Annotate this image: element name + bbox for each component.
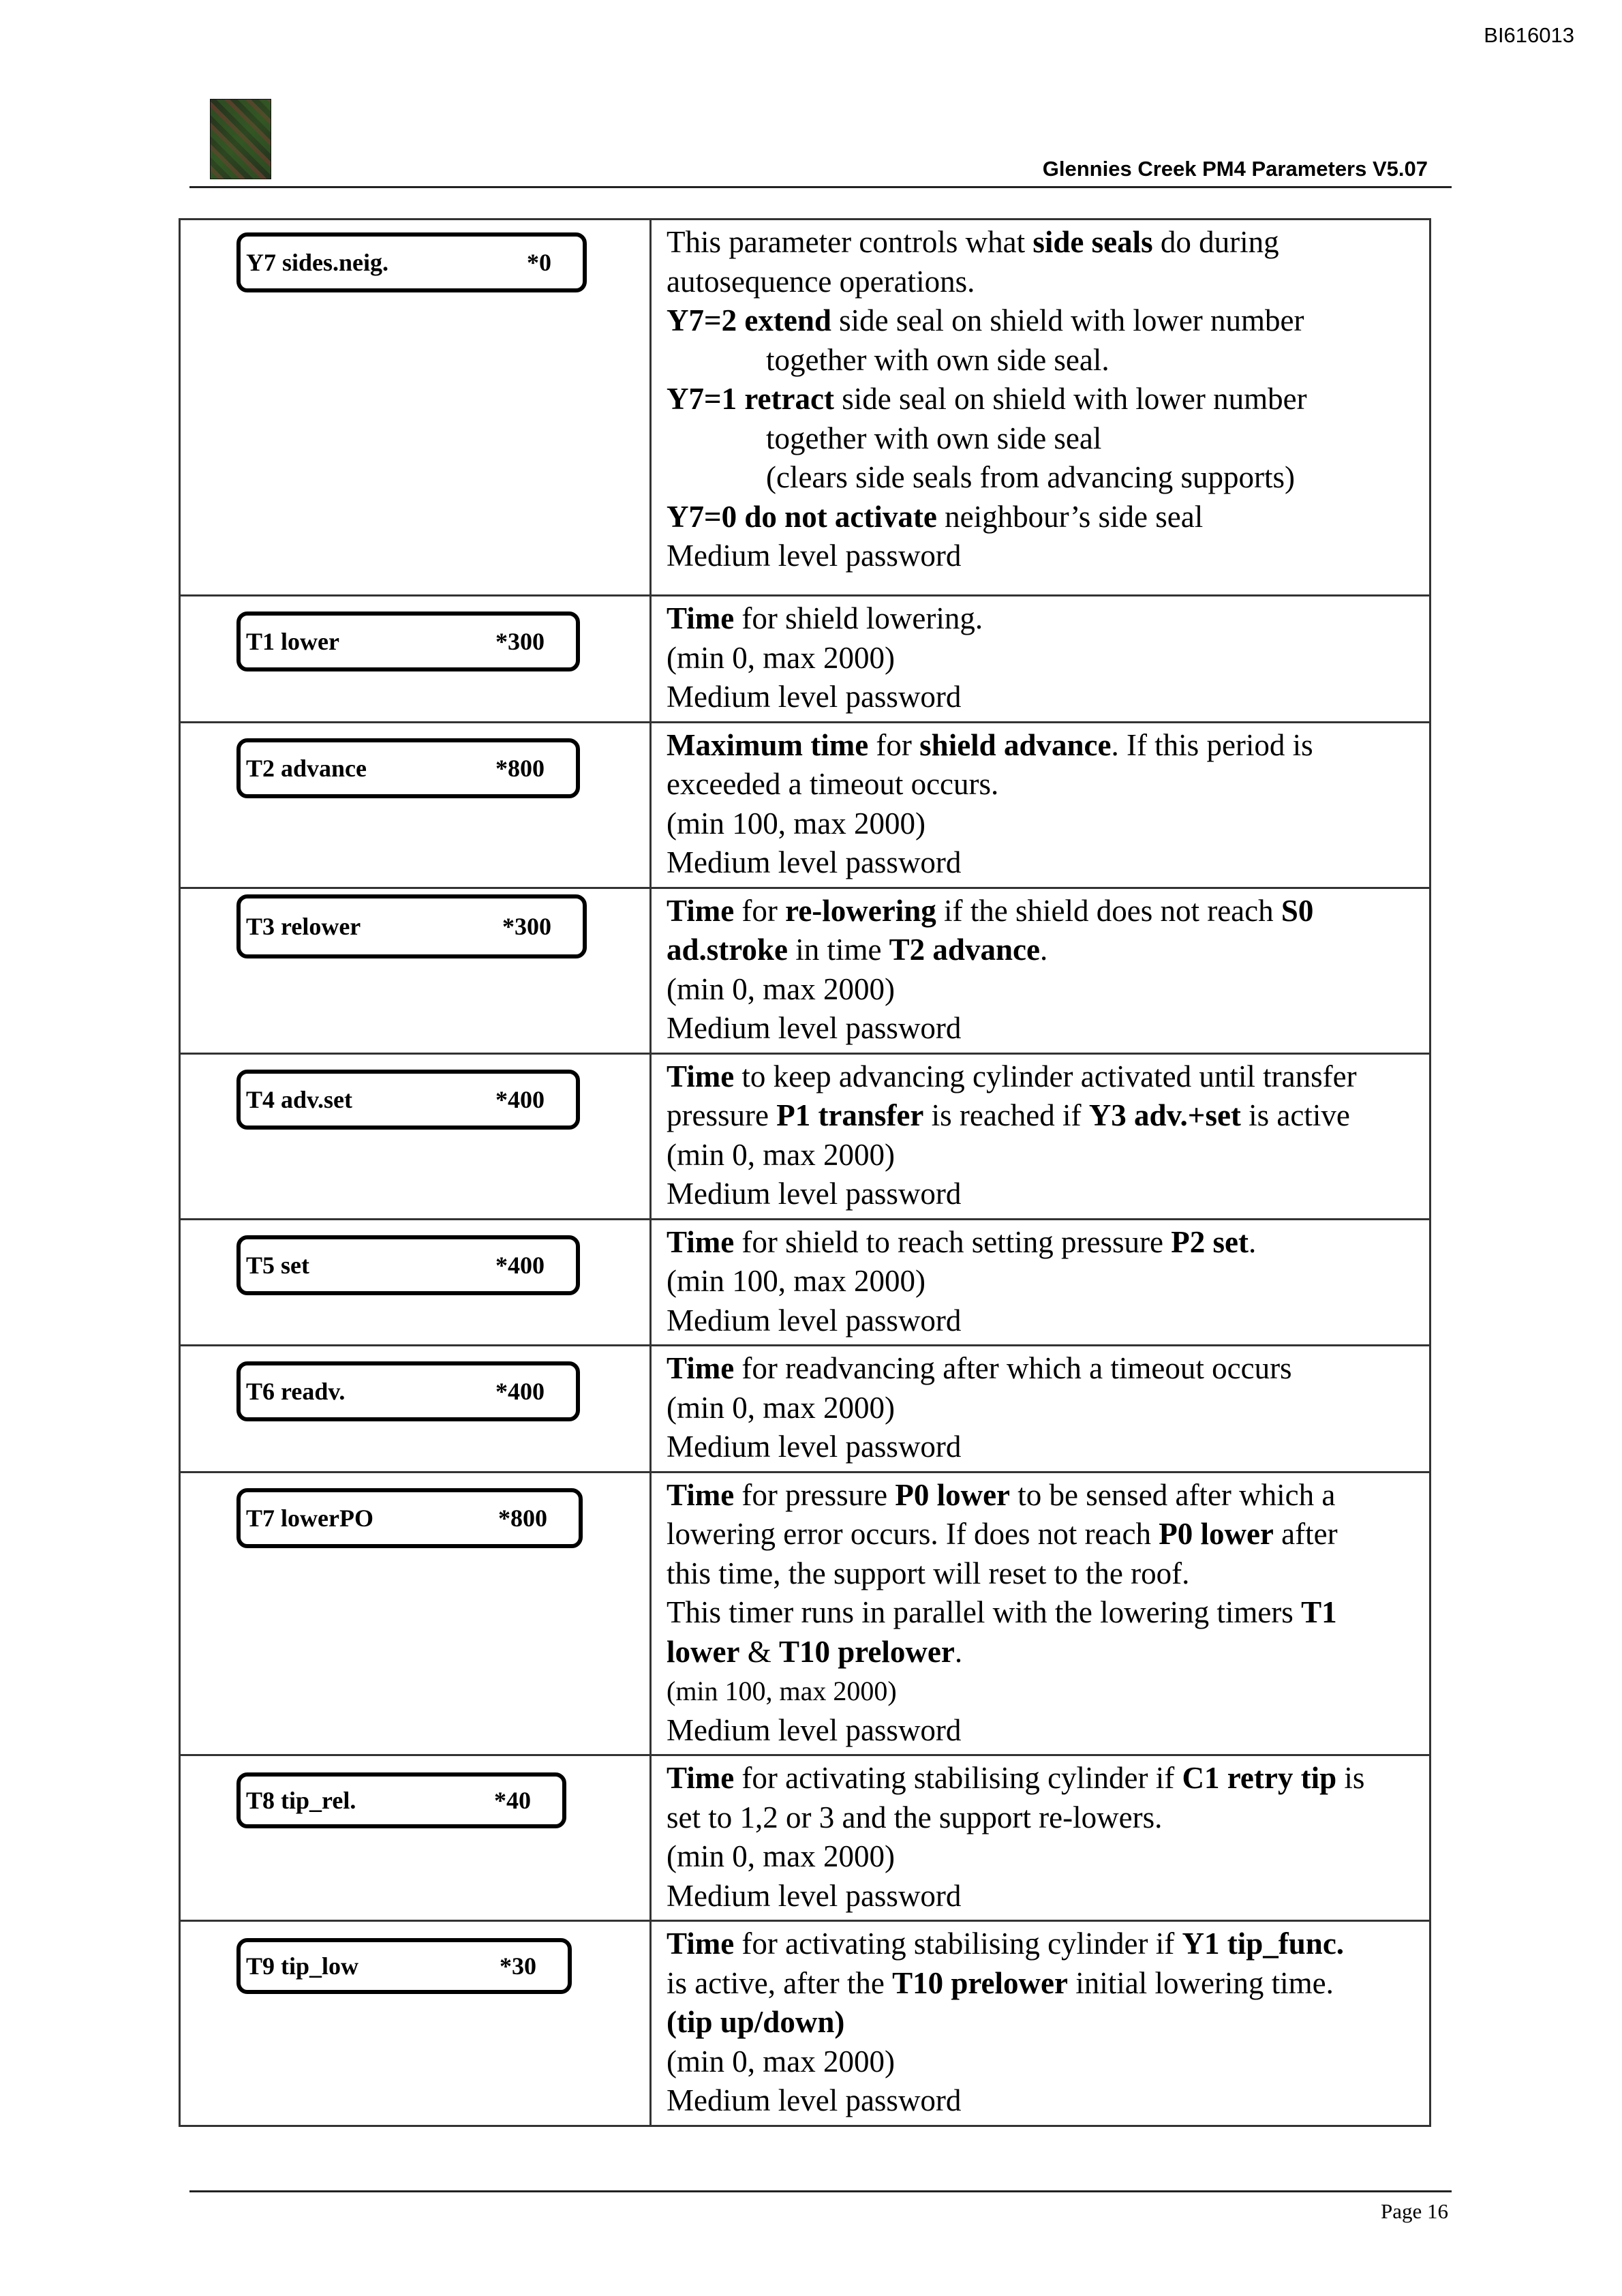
description-cell bbox=[651, 722, 1430, 888]
description-cell bbox=[651, 1219, 1430, 1346]
desc-line: (min 100, max 2000) bbox=[667, 806, 925, 841]
desc-text: initial lowering time. bbox=[1067, 1965, 1334, 2000]
desc-text: is reached if bbox=[923, 1098, 1089, 1132]
desc-bold: shield advance bbox=[919, 727, 1112, 762]
document-id: BI616013 bbox=[1484, 23, 1574, 47]
desc-text: is active bbox=[1240, 1098, 1350, 1132]
table-row bbox=[180, 1053, 1430, 1219]
parameter-table bbox=[179, 218, 1431, 2127]
desc-bold: Time bbox=[667, 601, 735, 635]
desc-text: This timer runs in parallel with the lowering timers bbox=[667, 1595, 1302, 1629]
desc-text: do during bbox=[1152, 225, 1279, 259]
parameter-name: T4 adv.set bbox=[246, 1085, 353, 1113]
desc-text: after bbox=[1273, 1517, 1338, 1551]
parameter-value: *0 bbox=[527, 249, 551, 276]
parameter-value: *30 bbox=[500, 1952, 536, 1980]
parameter-value: *300 bbox=[502, 912, 551, 940]
password-level: Medium level password bbox=[667, 2083, 962, 2117]
description-cell bbox=[651, 1755, 1430, 1921]
desc-line: (min 0, max 2000) bbox=[667, 1390, 895, 1425]
lcd-display bbox=[236, 232, 587, 292]
desc-text: for activating stabilising cylinder if bbox=[734, 1927, 1182, 1961]
desc-text: for bbox=[868, 727, 920, 762]
desc-line: exceeded a timeout occurs. bbox=[667, 767, 999, 801]
desc-text: . bbox=[1039, 933, 1048, 967]
lcd-display bbox=[236, 1488, 583, 1548]
parameter-name: T2 advance bbox=[246, 754, 367, 782]
desc-text: to keep advancing cylinder activated until transfer bbox=[734, 1059, 1357, 1093]
desc-bold: Y7=2 extend bbox=[667, 303, 831, 337]
desc-line: this time, the support will reset to the roof. bbox=[667, 1556, 1190, 1590]
desc-text: side seal on shield with lower number bbox=[831, 303, 1304, 337]
desc-line: (min 100, max 2000) bbox=[667, 1264, 925, 1298]
parameter-cell bbox=[180, 220, 651, 596]
desc-bold: Time bbox=[667, 1927, 735, 1961]
lcd-display bbox=[236, 1070, 580, 1130]
desc-bold: Time bbox=[667, 1059, 735, 1093]
desc-bold: Y1 tip_func. bbox=[1182, 1927, 1345, 1961]
table-row bbox=[180, 1921, 1430, 2126]
lcd-display bbox=[236, 1938, 572, 1994]
parameter-value: *400 bbox=[495, 1378, 545, 1405]
parameter-name: T5 set bbox=[246, 1251, 309, 1279]
parameter-value: *300 bbox=[495, 628, 545, 655]
description-cell bbox=[651, 1921, 1430, 2126]
desc-text: for readvancing after which a timeout occurs bbox=[734, 1351, 1292, 1385]
parameter-name: Y7 sides.neig. bbox=[246, 249, 389, 276]
desc-bold: P1 transfer bbox=[776, 1098, 924, 1132]
desc-bold: (tip up/down) bbox=[667, 2005, 845, 2039]
parameter-cell bbox=[180, 596, 651, 723]
parameter-cell bbox=[180, 1053, 651, 1219]
desc-line: (min 0, max 2000) bbox=[667, 1839, 895, 1873]
desc-text: . If this period is bbox=[1111, 727, 1313, 762]
desc-line: (min 0, max 2000) bbox=[667, 640, 895, 675]
parameter-name: T8 tip_rel. bbox=[246, 1787, 356, 1814]
lcd-display bbox=[236, 1772, 566, 1828]
desc-line: autosequence operations. bbox=[667, 264, 975, 299]
description-cell bbox=[651, 1346, 1430, 1472]
table-row bbox=[180, 1219, 1430, 1346]
parameter-value: *400 bbox=[495, 1251, 545, 1279]
table-row bbox=[180, 1472, 1430, 1755]
password-level: Medium level password bbox=[667, 845, 962, 879]
parameter-cell bbox=[180, 1219, 651, 1346]
parameter-cell bbox=[180, 1346, 651, 1472]
desc-bold: T2 advance bbox=[889, 933, 1040, 967]
document-title: Glennies Creek PM4 Parameters V5.07 bbox=[1042, 157, 1428, 181]
table-row bbox=[180, 888, 1430, 1053]
desc-text: . bbox=[954, 1634, 963, 1669]
company-logo bbox=[210, 99, 271, 179]
page-number: Page 16 bbox=[1380, 2199, 1448, 2223]
parameter-name: T1 lower bbox=[246, 628, 339, 655]
desc-line: (min 0, max 2000) bbox=[667, 971, 895, 1006]
description-cell bbox=[651, 1053, 1430, 1219]
desc-bold: Time bbox=[667, 1351, 735, 1385]
footer-rule bbox=[189, 2190, 1452, 2192]
desc-text: in time bbox=[787, 933, 889, 967]
desc-bold: Time bbox=[667, 1761, 735, 1795]
desc-bold: side seals bbox=[1032, 225, 1153, 259]
desc-line: set to 1,2 or 3 and the support re-lowers. bbox=[667, 1800, 1163, 1834]
desc-text: for pressure bbox=[734, 1477, 896, 1512]
desc-text: neighbour’s side seal bbox=[936, 499, 1204, 534]
desc-bold: Maximum time bbox=[667, 727, 869, 762]
desc-bold: Y7=1 retract bbox=[667, 382, 834, 416]
table-row bbox=[180, 596, 1430, 723]
desc-bold: re-lowering bbox=[785, 893, 936, 928]
password-level: Medium level password bbox=[667, 1011, 962, 1045]
table-row bbox=[180, 1755, 1430, 1921]
parameter-name: T7 lowerPO bbox=[246, 1504, 373, 1532]
desc-line: (min 100, max 2000) bbox=[667, 1676, 897, 1706]
parameter-name: T6 readv. bbox=[246, 1378, 346, 1405]
desc-text: for shield lowering. bbox=[734, 601, 983, 635]
desc-text: lowering error occurs. If does not reach bbox=[667, 1517, 1159, 1551]
lcd-display bbox=[236, 894, 587, 958]
desc-text: & bbox=[739, 1634, 779, 1669]
desc-text: if the shield does not reach bbox=[936, 893, 1281, 928]
desc-line: (min 0, max 2000) bbox=[667, 2044, 895, 2079]
password-level: Medium level password bbox=[667, 539, 962, 573]
parameter-cell bbox=[180, 1755, 651, 1921]
parameter-name: T9 tip_low bbox=[246, 1952, 359, 1980]
description-cell bbox=[651, 1472, 1430, 1755]
desc-bold: S0 bbox=[1281, 893, 1314, 928]
desc-bold: T10 prelower bbox=[778, 1634, 955, 1669]
table-row bbox=[180, 722, 1430, 888]
lcd-display bbox=[236, 611, 580, 671]
desc-bold: Time bbox=[667, 1477, 735, 1512]
desc-bold: lower bbox=[667, 1634, 740, 1669]
description-cell bbox=[651, 220, 1430, 596]
desc-text: to be sensed after which a bbox=[1010, 1477, 1336, 1512]
desc-line: (min 0, max 2000) bbox=[667, 1137, 895, 1172]
parameter-value: *40 bbox=[494, 1787, 531, 1814]
header-rule bbox=[189, 186, 1452, 188]
desc-bold: Y3 adv.+set bbox=[1088, 1098, 1241, 1132]
desc-text: for shield to reach setting pressure bbox=[734, 1224, 1172, 1259]
lcd-display bbox=[236, 1361, 580, 1421]
desc-line: (clears side seals from advancing supports) bbox=[766, 460, 1296, 494]
lcd-display bbox=[236, 738, 580, 798]
desc-text: side seal on shield with lower number bbox=[833, 382, 1307, 416]
desc-bold: T1 bbox=[1301, 1595, 1337, 1629]
table-row bbox=[180, 1346, 1430, 1472]
parameter-value: *800 bbox=[498, 1504, 547, 1532]
desc-bold: P2 set bbox=[1171, 1224, 1249, 1259]
desc-text: for activating stabilising cylinder if bbox=[734, 1761, 1182, 1795]
desc-text: This parameter controls what bbox=[667, 225, 1033, 259]
password-level: Medium level password bbox=[667, 1878, 962, 1913]
password-level: Medium level password bbox=[667, 1303, 962, 1338]
parameter-value: *800 bbox=[495, 754, 545, 782]
password-level: Medium level password bbox=[667, 1177, 962, 1211]
parameter-cell bbox=[180, 1472, 651, 1755]
password-level: Medium level password bbox=[667, 1712, 962, 1747]
parameter-name: T3 relower bbox=[246, 912, 361, 940]
parameter-cell bbox=[180, 1921, 651, 2126]
desc-bold: Time bbox=[667, 1224, 735, 1259]
parameter-cell bbox=[180, 888, 651, 1053]
description-cell bbox=[651, 888, 1430, 1053]
desc-bold: P0 lower bbox=[1159, 1517, 1274, 1551]
parameter-cell bbox=[180, 722, 651, 888]
desc-bold: Time bbox=[667, 893, 735, 928]
desc-bold: Y7=0 do not activate bbox=[667, 499, 937, 534]
desc-text: pressure bbox=[667, 1098, 777, 1132]
desc-text: . bbox=[1248, 1224, 1257, 1259]
description-cell bbox=[651, 596, 1430, 723]
desc-bold: ad.stroke bbox=[667, 933, 788, 967]
password-level: Medium level password bbox=[667, 1430, 962, 1464]
desc-line: together with own side seal. bbox=[766, 342, 1110, 377]
password-level: Medium level password bbox=[667, 680, 962, 714]
table-row bbox=[180, 220, 1430, 596]
desc-text: for bbox=[734, 893, 786, 928]
desc-text: is active, after the bbox=[667, 1965, 893, 2000]
parameter-value: *400 bbox=[495, 1085, 545, 1113]
desc-bold: P0 lower bbox=[895, 1477, 1011, 1512]
desc-bold: T10 prelower bbox=[892, 1965, 1068, 2000]
desc-bold: C1 retry tip bbox=[1182, 1761, 1337, 1795]
desc-line: together with own side seal bbox=[766, 421, 1102, 455]
desc-text: is bbox=[1336, 1761, 1365, 1795]
lcd-display bbox=[236, 1235, 580, 1295]
